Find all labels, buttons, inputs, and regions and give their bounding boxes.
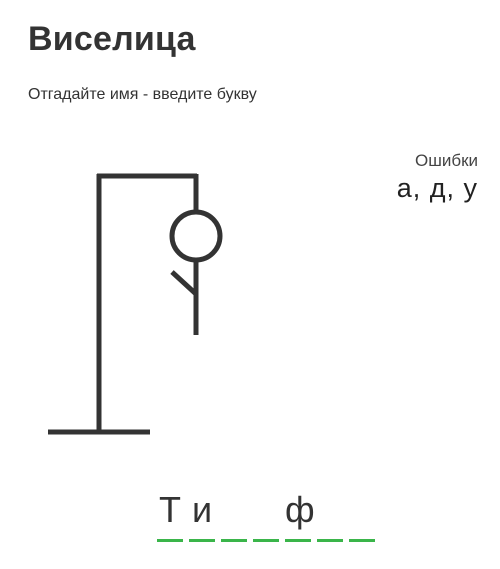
letter-underline <box>221 539 247 542</box>
word-to-guess <box>157 488 375 542</box>
errors-panel <box>338 151 478 204</box>
letter-slot <box>317 488 343 542</box>
hangman-left-arm <box>172 272 196 294</box>
page-title: Виселица <box>28 20 196 58</box>
letter-underline <box>253 539 279 542</box>
letter-slot-char: Т <box>159 489 181 530</box>
hangman-head <box>172 212 220 260</box>
letter-underline <box>317 539 343 542</box>
letter-slot <box>285 488 315 542</box>
letter-slot-char: и <box>191 489 213 530</box>
letter-slot <box>157 488 183 542</box>
letter-slot <box>253 488 279 542</box>
letter-slot <box>349 488 375 542</box>
letter-underline <box>285 539 311 542</box>
letter-underline <box>349 539 375 542</box>
letter-slot-char: ф <box>285 489 315 530</box>
letter-slot <box>221 488 247 542</box>
letter-underline <box>189 539 215 542</box>
errors-label: Ошибки <box>414 151 478 170</box>
letter-underline <box>157 539 183 542</box>
wrong-letters: а, д, у <box>396 173 478 203</box>
instructions: Отгадайте имя - введите букву <box>28 86 257 103</box>
letter-slot <box>189 488 215 542</box>
